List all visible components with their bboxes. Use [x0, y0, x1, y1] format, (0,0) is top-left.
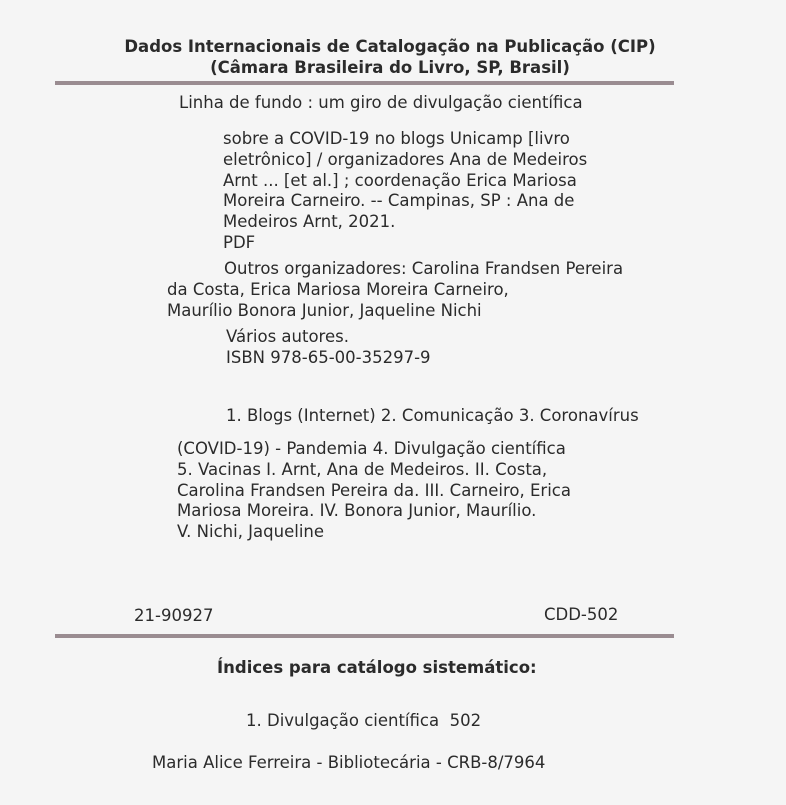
top-rule [55, 81, 674, 85]
description-line: sobre a COVID-19 no blogs Unicamp [livro [223, 129, 570, 148]
record-description [223, 129, 587, 254]
record-title-line: Linha de fundo : um giro de divulgação científica [179, 93, 583, 112]
subject-line: Carolina Frandsen Pereira da. III. Carneiro, Erica [177, 480, 571, 500]
description-line: Moreira Carneiro. -- Campinas, SP : Ana de [223, 191, 575, 211]
cdd-number: CDD-502 [544, 605, 619, 624]
description-line: PDF [223, 232, 256, 252]
subjects-continued [177, 439, 571, 543]
index-entry: 1. Divulgação científica 502 [246, 711, 482, 730]
librarian-credit: Maria Alice Ferreira - Bibliotecária - CRB-8/7964 [152, 753, 546, 772]
subject-line: (COVID-19) - Pandemia 4. Divulgação científica [177, 439, 566, 458]
bottom-rule [55, 634, 674, 638]
subject-line: Mariosa Moreira. IV. Bonora Junior, Maurílio. [177, 501, 537, 521]
organizers-line: Maurílio Bonora Junior, Jaqueline Nichi [167, 300, 482, 320]
cip-heading [0, 37, 783, 79]
index-heading: Índices para catálogo sistemático: [217, 658, 537, 677]
subject-line: 5. Vacinas I. Arnt, Ana de Medeiros. II. Costa, [177, 459, 548, 479]
organizers-line: da Costa, Erica Mariosa Moreira Carneiro, [167, 280, 509, 299]
cip-heading-line2: (Câmara Brasileira do Livro, SP, Brasil) [210, 57, 570, 77]
control-number: 21-90927 [134, 606, 214, 625]
note-line: ISBN 978-65-00-35297-9 [226, 347, 431, 367]
note-line: Vários autores. [226, 327, 349, 346]
subjects-first-line: 1. Blogs (Internet) 2. Comunicação 3. Coronavírus [226, 406, 639, 425]
description-line: eletrônico] / organizadores Ana de Medeiros [223, 149, 588, 169]
other-organizers-rest [167, 280, 509, 322]
description-line: Medeiros Arnt, 2021. [223, 212, 396, 232]
cip-heading-line1: Dados Internacionais de Catalogação na Publicação (CIP) [124, 37, 656, 56]
description-line: Arnt ... [et al.] ; coordenação Erica Mariosa [223, 170, 577, 190]
record-notes [226, 327, 431, 369]
subject-line: V. Nichi, Jaqueline [177, 522, 325, 542]
other-organizers-first: Outros organizadores: Carolina Frandsen Pereira [224, 259, 624, 278]
